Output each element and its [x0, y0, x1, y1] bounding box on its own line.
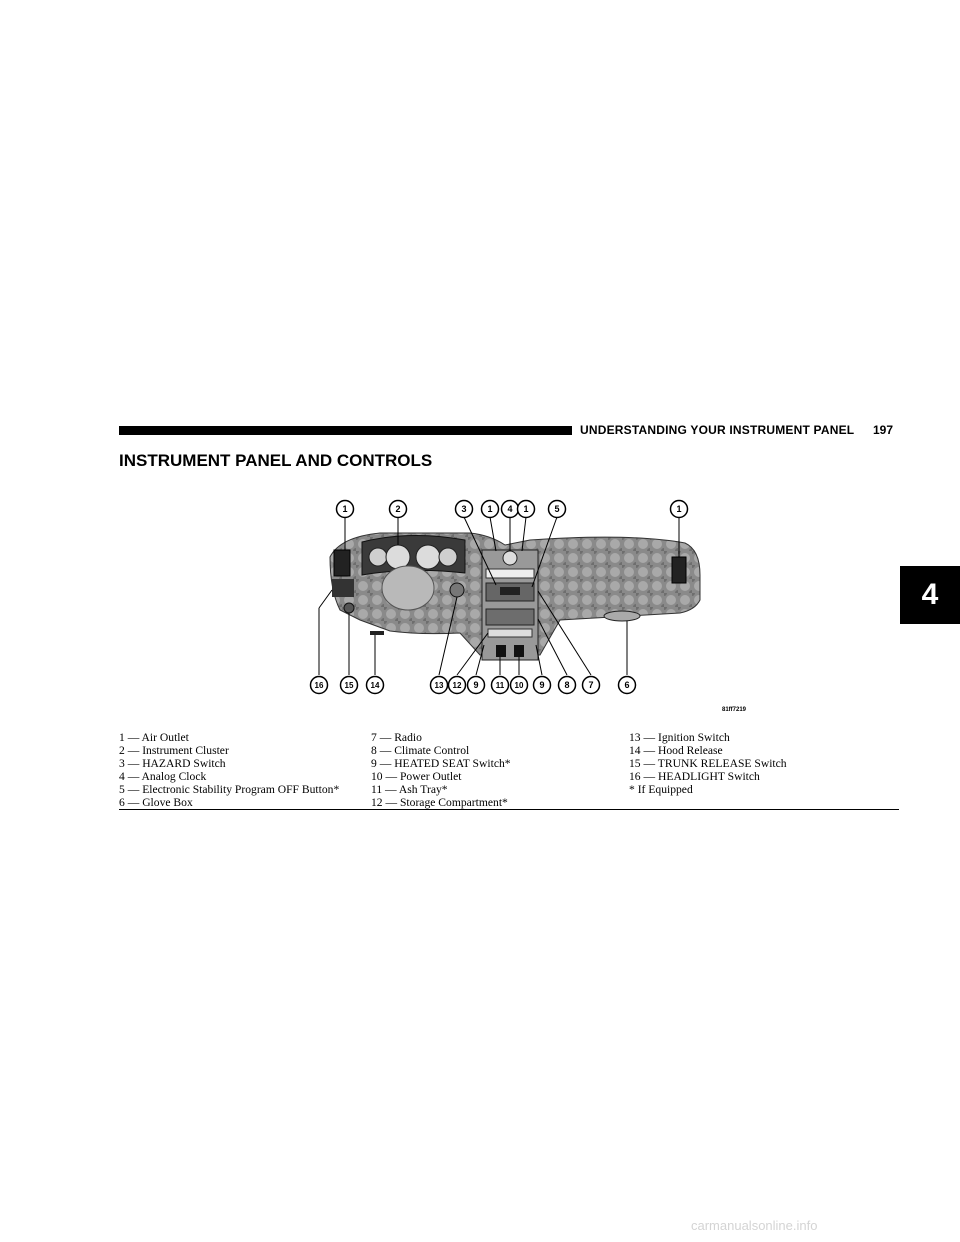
legend-item: 15 — TRUNK RELEASE Switch — [629, 757, 787, 770]
callout-number: 6 — [624, 680, 630, 690]
legend-item: 9 — HEATED SEAT Switch* — [371, 757, 511, 770]
page-number: 197 — [873, 423, 894, 437]
callout-top — [482, 501, 499, 518]
watermark-footer[interactable]: carmanualsonline.info — [691, 1218, 818, 1233]
callout-number: 8 — [564, 680, 570, 690]
callout-bottom — [559, 677, 576, 694]
header-rule — [119, 426, 572, 435]
legend-item: 14 — Hood Release — [629, 744, 723, 757]
legend-item: 2 — Instrument Cluster — [119, 744, 229, 757]
callout-number: 14 — [370, 681, 380, 690]
legend-item: 13 — Ignition Switch — [629, 731, 730, 744]
callout-number: 4 — [507, 504, 513, 514]
running-header-title: UNDERSTANDING YOUR INSTRUMENT PANEL — [580, 423, 855, 437]
instrument-panel-figure — [300, 495, 760, 720]
figure-code: 81ff7219 — [722, 707, 747, 713]
callout-number: 9 — [539, 680, 545, 690]
callout-top — [549, 501, 566, 518]
hood-release — [370, 631, 384, 635]
callout-number: 5 — [554, 504, 560, 514]
callout-number: 13 — [434, 681, 444, 690]
callout-bottom — [492, 677, 509, 694]
left-air-outlet — [334, 550, 350, 576]
callout-number: 1 — [676, 504, 682, 514]
chapter-tab[interactable] — [900, 566, 960, 624]
callout-top — [390, 501, 407, 518]
legend-item: 5 — Electronic Stability Program OFF Button* — [119, 783, 340, 796]
callout-number: 10 — [514, 681, 524, 690]
legend-item: 10 — Power Outlet — [371, 770, 462, 783]
dashboard-illustration — [300, 495, 760, 720]
callout-bottom — [511, 677, 528, 694]
legend-item: 6 — Glove Box — [119, 796, 193, 809]
callout-number: 12 — [452, 681, 462, 690]
legend-rule — [119, 809, 899, 810]
callout-number: 2 — [395, 504, 401, 514]
callout-bottom — [583, 677, 600, 694]
analog-clock — [503, 551, 517, 565]
callout-top — [337, 501, 354, 518]
callout-number: 1 — [487, 504, 493, 514]
callout-number: 15 — [344, 681, 354, 690]
glove-box — [604, 611, 640, 621]
ignition-switch — [450, 583, 464, 597]
storage-compartment — [488, 629, 532, 637]
callout-bottom — [311, 677, 328, 694]
callout-number: 11 — [495, 681, 505, 690]
legend-item: 3 — HAZARD Switch — [119, 757, 226, 770]
legend-item: 16 — HEADLIGHT Switch — [629, 770, 760, 783]
legend-item: 12 — Storage Compartment* — [371, 796, 508, 809]
callout-top — [518, 501, 535, 518]
callout-bottom — [431, 677, 448, 694]
callout-bottom — [534, 677, 551, 694]
legend-item: 1 — Air Outlet — [119, 731, 189, 744]
callout-number: 16 — [314, 681, 324, 690]
callout-number: 3 — [461, 504, 467, 514]
chapter-number: 4 — [921, 578, 939, 611]
section-title: INSTRUMENT PANEL AND CONTROLS — [119, 451, 433, 470]
trunk-release-switch — [344, 603, 354, 613]
callout-bottom — [449, 677, 466, 694]
callout-top — [502, 501, 519, 518]
legend-footnote: * If Equipped — [629, 783, 693, 796]
legend-item: 8 — Climate Control — [371, 744, 470, 757]
callout-bottom — [367, 677, 384, 694]
legend-item: 7 — Radio — [371, 731, 422, 744]
legend-column-2 — [371, 731, 511, 809]
legend-item: 4 — Analog Clock — [119, 770, 207, 783]
callout-number: 7 — [588, 680, 594, 690]
legend-column-3 — [629, 731, 787, 796]
callout-top — [671, 501, 688, 518]
callout-top — [456, 501, 473, 518]
callout-bottom — [341, 677, 358, 694]
callout-bottom — [619, 677, 636, 694]
callout-number: 9 — [473, 680, 479, 690]
power-outlet — [514, 645, 524, 657]
center-stack — [482, 550, 538, 660]
ash-tray — [496, 645, 506, 657]
callout-bottom — [468, 677, 485, 694]
climate-control — [486, 609, 534, 625]
callout-number: 1 — [342, 504, 348, 514]
legend-item: 11 — Ash Tray* — [371, 783, 448, 796]
right-air-outlet — [672, 557, 686, 583]
legend-column-1 — [119, 731, 339, 809]
callout-number: 1 — [523, 504, 529, 514]
